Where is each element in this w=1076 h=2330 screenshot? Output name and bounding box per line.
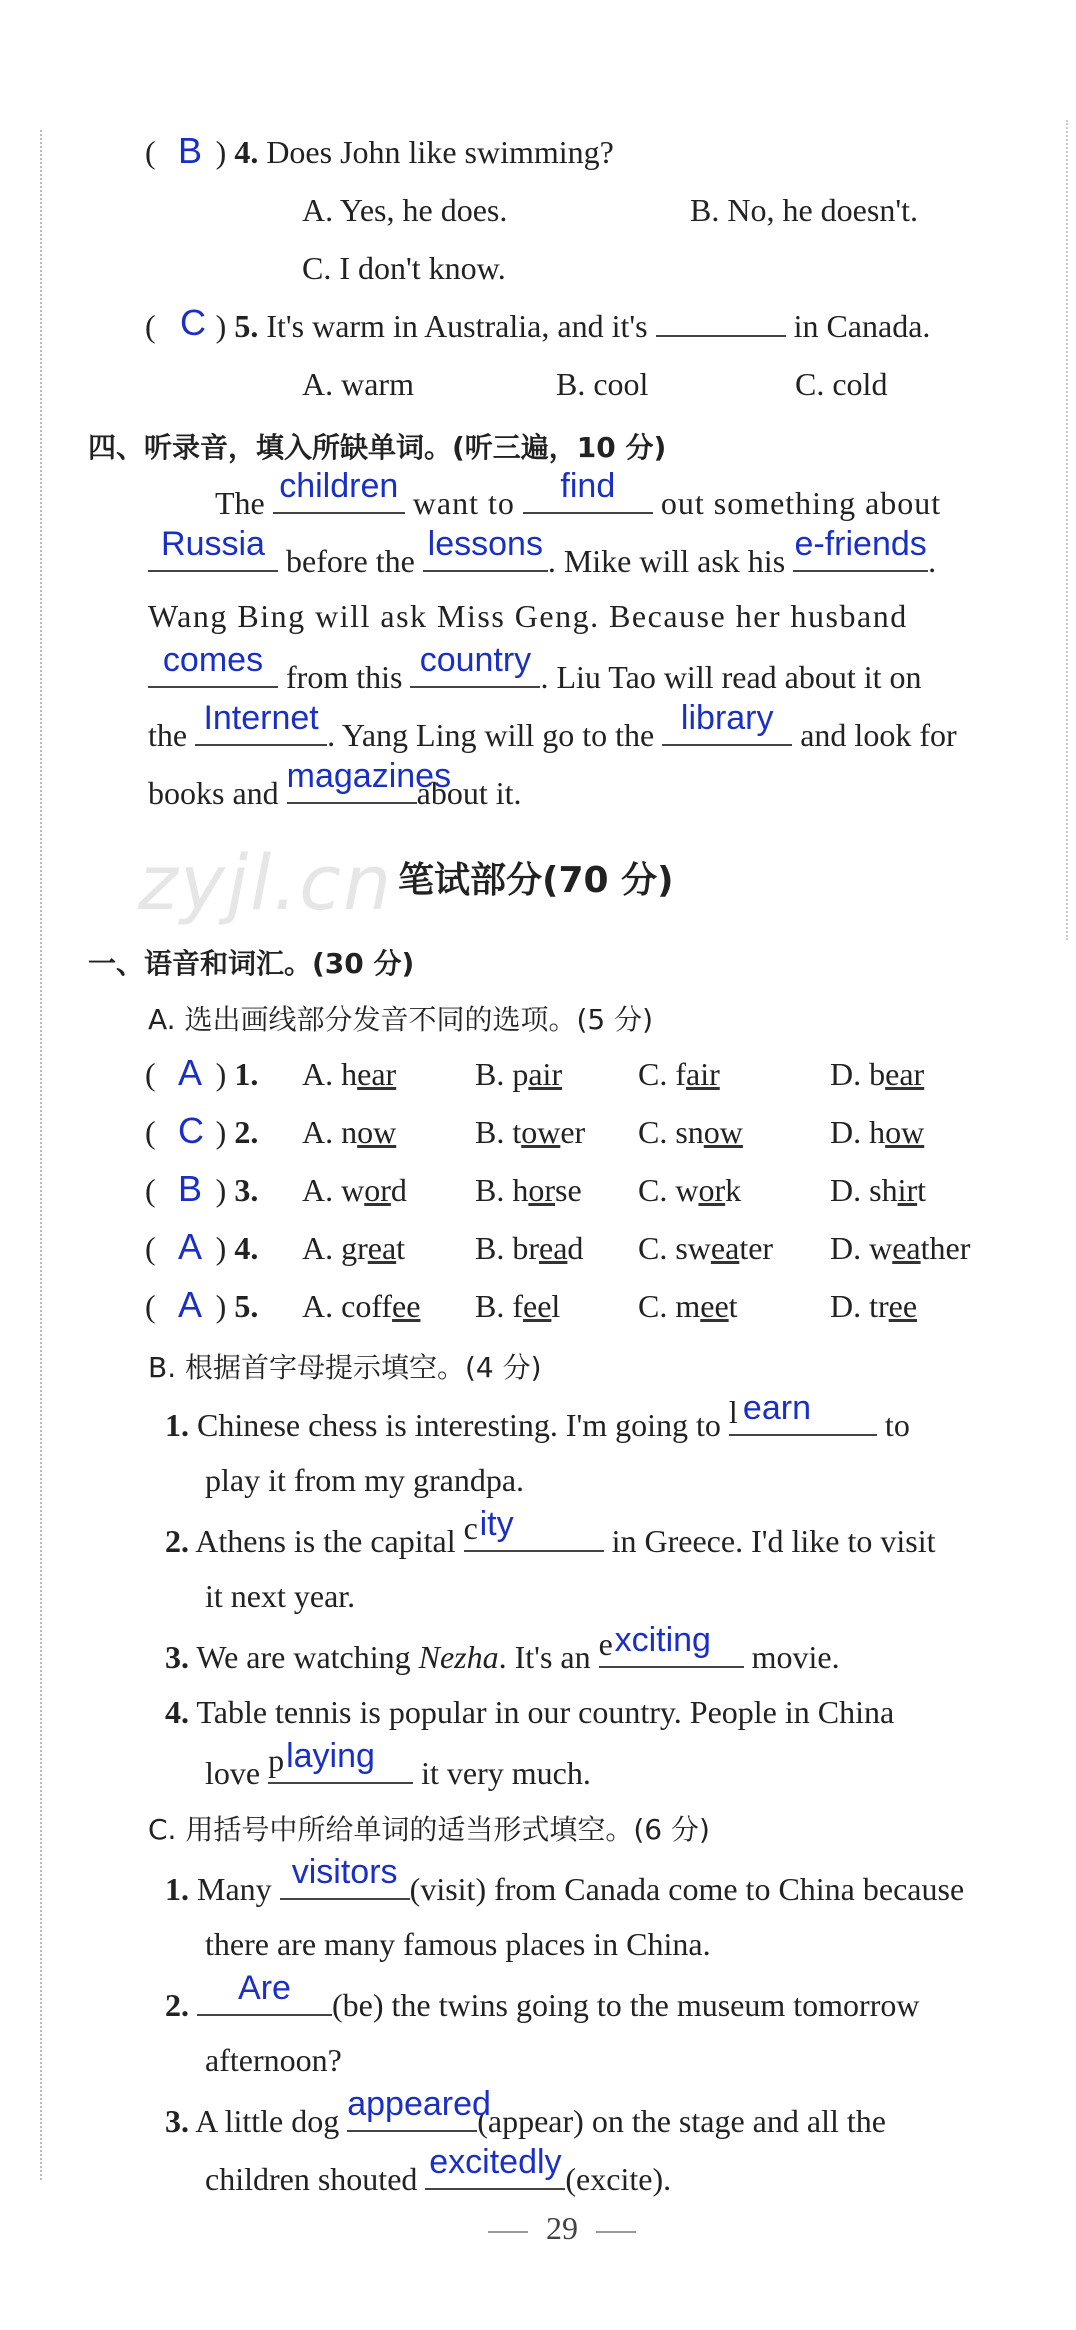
option-suffix: d (567, 1230, 584, 1266)
passage-text: books and (148, 775, 279, 811)
option-underlined: ir (897, 1172, 918, 1208)
option-c (638, 1170, 741, 1210)
option-prefix: D. tr (830, 1288, 889, 1324)
blank-5 (793, 525, 928, 572)
c3-line (165, 2085, 886, 2141)
q4-option-b: B. No, he doesn't. (690, 192, 918, 228)
c3-answer: appeared (347, 2085, 491, 2123)
option-b (475, 1054, 562, 1094)
c3-number: 3. (165, 2103, 189, 2139)
option-suffix: t (396, 1230, 406, 1266)
option-suffix: ter (739, 1230, 774, 1266)
section4-heading: 四、听录音，填入所缺单词。(听三遍，10 分) (88, 431, 667, 464)
passage-text: . Mike will ask his (547, 543, 786, 579)
watermark-logo: zyjl.cn (138, 838, 394, 927)
b1-text: Chinese chess is interesting. I'm going to (197, 1407, 721, 1443)
b4-letter: p (268, 1742, 285, 1778)
option-prefix: D. h (830, 1114, 886, 1150)
option-underlined: or (528, 1172, 555, 1208)
b3-title: Nezha (418, 1639, 499, 1675)
option-suffix: l (551, 1288, 561, 1324)
option-prefix: D. sh (830, 1172, 898, 1208)
option-prefix: B. br (475, 1230, 539, 1266)
pronunciation-row: ( ) 3. (145, 1172, 259, 1208)
binding-margin (40, 130, 42, 2180)
blank-7-answer: country (419, 641, 532, 679)
blank-9-answer: library (680, 699, 774, 737)
blank-8 (195, 699, 327, 746)
c3-answer-2: excitedly (429, 2143, 562, 2181)
option-prefix: C. w (638, 1172, 699, 1208)
passage-text: the (148, 717, 188, 753)
b4-line (165, 1692, 894, 1732)
b2-text: Athens is the capital (195, 1523, 456, 1559)
passage-line-2: Russia before the lessons . Mike will ask his e-friends . (148, 538, 936, 581)
b4-number: 4. (165, 1694, 189, 1730)
option-prefix: A. h (302, 1056, 358, 1092)
b3-line (165, 1621, 840, 1677)
q5-option-a: A. warm (302, 366, 414, 402)
c2-line-2: afternoon? (205, 2042, 342, 2078)
b2-line-2: it next year. (205, 1578, 356, 1614)
part1-heading: 一、语音和词汇。(30 分) (88, 947, 415, 980)
option-prefix: B. t (475, 1114, 522, 1150)
blank-3 (148, 525, 278, 572)
blank-3-answer: Russia (161, 525, 265, 563)
option-prefix: C. m (638, 1288, 701, 1324)
option-d (830, 1170, 926, 1210)
row-number: 5. (234, 1288, 259, 1324)
option-b (475, 1228, 583, 1268)
option-underlined: ea (710, 1230, 740, 1266)
option-a (302, 1112, 396, 1152)
b3-number: 3. (165, 1639, 189, 1675)
option-prefix: C. sn (638, 1114, 704, 1150)
option-underlined: ee (523, 1288, 552, 1324)
q4-answer: B (178, 130, 203, 171)
b4-line-2 (205, 1737, 591, 1793)
blank-6-answer: comes (162, 641, 264, 679)
b3-text-2: . It's an (498, 1639, 591, 1675)
option-prefix: B. p (475, 1056, 529, 1092)
blank-4-answer: lessons (427, 525, 543, 563)
option-b (475, 1286, 560, 1326)
option-underlined: ee (392, 1288, 421, 1324)
option-underlined: air (686, 1056, 720, 1092)
c3-blank (347, 2085, 491, 2132)
option-a (302, 1286, 420, 1326)
b1-blank (728, 1389, 877, 1436)
option-underlined: ea (367, 1230, 397, 1266)
b4-blank (268, 1737, 413, 1784)
passage-text: out something about (660, 485, 942, 521)
passage-line-3: Wang Bing will ask Miss Geng. Because her husband (148, 598, 908, 634)
right-margin (1066, 120, 1068, 940)
c2-number: 2. (165, 1987, 189, 2023)
option-d (830, 1286, 917, 1326)
option-underlined: ear (885, 1056, 925, 1092)
option-prefix: A. coff (302, 1288, 393, 1324)
option-prefix: B. f (475, 1288, 523, 1324)
part1-sub-b: B. 根据首字母提示填空。(4 分) (148, 1351, 542, 1384)
row-answer: B (178, 1168, 203, 1209)
option-underlined: ee (700, 1288, 729, 1324)
passage-text: want to (412, 485, 515, 521)
passage-text: from this (286, 659, 403, 695)
option-underlined: ear (357, 1056, 397, 1092)
option-underlined: ow (885, 1114, 925, 1150)
part1-sub-a: A. 选出画线部分发音不同的选项。(5 分) (148, 1003, 654, 1036)
option-prefix: C. sw (638, 1230, 711, 1266)
option-suffix: er (560, 1114, 586, 1150)
option-a (302, 1170, 407, 1210)
b3-letter: e (598, 1626, 613, 1662)
option-underlined: or (364, 1172, 391, 1208)
blank-9 (662, 699, 792, 746)
option-prefix: A. gr (302, 1230, 368, 1266)
passage-text: and look for (800, 717, 957, 753)
option-a (302, 1228, 405, 1268)
passage-line-4 (148, 641, 922, 697)
blank-8-answer: Internet (203, 699, 319, 737)
b2-number: 2. (165, 1523, 189, 1559)
option-underlined: ee (888, 1288, 918, 1324)
c1-number: 1. (165, 1871, 189, 1907)
pronunciation-row: ( ) 2. (145, 1114, 259, 1150)
q4-option-c: C. I don't know. (302, 250, 506, 286)
b1-number: 1. (165, 1407, 189, 1443)
option-underlined: ea (539, 1230, 568, 1266)
b1-line-2: play it from my grandpa. (205, 1462, 525, 1498)
passage-line-6 (148, 757, 522, 813)
c3-text-2: (appear) on the stage and all the (477, 2103, 886, 2139)
option-underlined: ow (357, 1114, 397, 1150)
b2-blank (463, 1505, 604, 1552)
b4-answer: laying (286, 1737, 375, 1775)
page-number (470, 2210, 654, 2247)
c2-answer: Are (238, 1969, 291, 2007)
c3-blank-2 (425, 2143, 565, 2190)
b1-text-end: to (884, 1407, 910, 1443)
option-prefix: D. b (830, 1056, 886, 1092)
q5-text: It's warm in Australia, and it's (266, 308, 648, 344)
blank-10-answer: magazines (286, 757, 452, 795)
q4-text: Does John like swimming? (266, 134, 614, 170)
part1-sub-c: C. 用括号中所给单词的适当形式填空。(6 分) (148, 1813, 710, 1846)
blank-5-answer: e-friends (794, 525, 927, 563)
blank-2-answer: find (560, 467, 616, 505)
passage-line-5 (148, 699, 957, 755)
option-prefix: D. w (830, 1230, 893, 1266)
b2-answer: ity (479, 1505, 514, 1543)
page-number-value: 29 (546, 2210, 578, 2246)
option-suffix: d (390, 1172, 407, 1208)
option-underlined: or (698, 1172, 726, 1208)
option-prefix: A. w (302, 1172, 365, 1208)
blank-1-answer: children (279, 467, 399, 505)
q5-answer: C (180, 302, 206, 343)
pronunciation-row: ( ) 4. (145, 1230, 259, 1266)
option-d (830, 1054, 924, 1094)
b2-line (165, 1505, 936, 1561)
c2-blank (197, 1969, 332, 2016)
option-c (638, 1112, 743, 1152)
option-underlined: air (528, 1056, 563, 1092)
q5-line: ( ) 5. It's warm in Australia, and it's in Canada. (145, 308, 931, 344)
q5-option-c: C. cold (795, 366, 888, 402)
row-answer: A (178, 1052, 203, 1093)
option-c (638, 1054, 720, 1094)
b3-text-end: movie. (751, 1639, 840, 1675)
option-b (475, 1112, 585, 1152)
passage-line-1 (215, 467, 942, 523)
option-suffix: k (725, 1172, 742, 1208)
blank-1 (273, 467, 405, 514)
c3-text-end: (excite). (565, 2161, 672, 2197)
blank-10 (286, 757, 452, 804)
b4-text-end: it very much. (421, 1755, 591, 1791)
option-d (830, 1228, 970, 1268)
c1-text-2: (visit) from Canada come to China because (409, 1871, 965, 1907)
c1-text: Many (197, 1871, 272, 1907)
q5-number: 5. (234, 308, 259, 344)
b1-line (165, 1389, 910, 1445)
option-prefix: B. h (475, 1172, 529, 1208)
option-suffix: se (555, 1172, 582, 1208)
c1-blank (280, 1853, 410, 1900)
c2-text: (be) the twins going to the museum tomorrow (332, 1987, 920, 2023)
blank-7 (410, 641, 540, 688)
row-answer: A (178, 1226, 203, 1267)
b4-text: Table tennis is popular in our country. People in China (196, 1694, 895, 1730)
passage-text: . Liu Tao will read about it on (540, 659, 922, 695)
option-d (830, 1112, 924, 1152)
row-number: 1. (234, 1056, 259, 1092)
b2-text-end: in Greece. I'd like to visit (611, 1523, 936, 1559)
option-prefix: A. n (302, 1114, 358, 1150)
b4-text-2: love (205, 1755, 261, 1791)
pronunciation-row: ( ) 1. (145, 1056, 259, 1092)
row-answer: A (178, 1284, 203, 1325)
option-suffix: t (728, 1288, 738, 1324)
option-suffix: ther (920, 1230, 971, 1266)
c1-answer: visitors (291, 1853, 398, 1891)
option-a (302, 1054, 396, 1094)
row-number: 3. (234, 1172, 259, 1208)
blank-6 (148, 641, 278, 688)
q5-text-end: in Canada. (793, 308, 931, 344)
option-suffix: t (917, 1172, 926, 1208)
blank-4 (423, 525, 548, 572)
page-dash-left (488, 2231, 528, 2233)
c3-line-2 (205, 2143, 672, 2199)
option-underlined: ow (521, 1114, 561, 1150)
b3-blank (598, 1621, 744, 1668)
option-c (638, 1286, 738, 1326)
row-number: 2. (234, 1114, 259, 1150)
pronunciation-row: ( ) 5. (145, 1288, 259, 1324)
option-underlined: ea (892, 1230, 921, 1266)
c2-line (165, 1969, 920, 2025)
q4-number: 4. (234, 134, 259, 170)
c3-text-3: children shouted (205, 2161, 418, 2197)
b3-answer: xciting (614, 1621, 711, 1659)
c3-text: A little dog (195, 2103, 340, 2139)
passage-text: before the (286, 543, 415, 579)
b2-letter: c (463, 1510, 478, 1546)
option-b (475, 1170, 582, 1210)
b1-answer: earn (742, 1389, 811, 1427)
option-prefix: C. f (638, 1056, 686, 1092)
row-answer: C (178, 1110, 204, 1151)
b1-letter: l (728, 1394, 738, 1430)
written-part-title: 笔试部分(70 分) (398, 860, 674, 901)
q5-blank (656, 335, 786, 337)
passage-text: . Yang Ling will go to the (327, 717, 655, 753)
option-c (638, 1228, 773, 1268)
option-underlined: ow (703, 1114, 743, 1150)
q5-option-b: B. cool (556, 366, 649, 402)
passage-text: about it. (416, 775, 522, 811)
q4-line: ( ) 4. Does John like swimming? (145, 134, 614, 170)
passage-text: The (215, 485, 265, 521)
c1-line-2: there are many famous places in China. (205, 1926, 711, 1962)
c1-line (165, 1853, 965, 1909)
q4-option-a: A. Yes, he does. (302, 192, 508, 228)
row-number: 4. (234, 1230, 259, 1266)
page-dash-right (596, 2231, 636, 2233)
b3-text: We are watching (196, 1639, 411, 1675)
blank-2 (523, 467, 653, 514)
